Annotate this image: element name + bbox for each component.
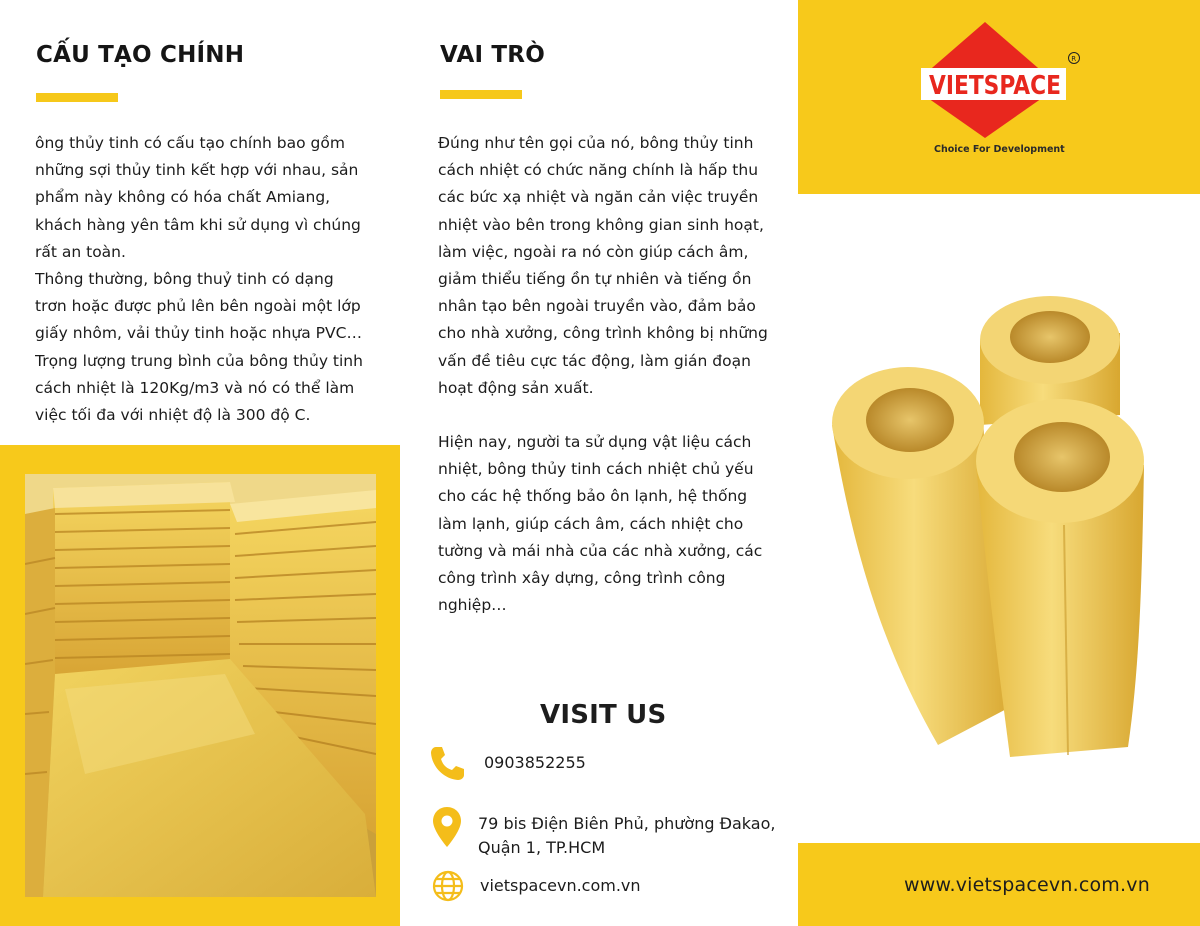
address-line-1: 79 bis Điện Biên Phủ, phường Đakao, [478, 814, 776, 833]
svg-text:R: R [1071, 55, 1077, 63]
role-text [438, 130, 768, 619]
structure-text [35, 130, 370, 448]
structure-heading-underline [36, 93, 118, 102]
phone-number[interactable]: 0903852255 [484, 753, 586, 772]
structure-paragraph-2: Thông thường, bông thuỷ tinh có dạng trơn hoặc được phủ lên bên ngoài một lớp giấy nhôm, vải thủy tinh hoặc nhựa PVC… Trọng lượng trung bình của bông thủy tinh cách nhiệt là 120Kg/m3 và nó có thể làm việc tối đa với nhiệt độ là 300 độ C. [35, 270, 363, 425]
website-link[interactable]: vietspacevn.com.vn [480, 876, 641, 895]
role-heading: VAI TRÒ [440, 42, 545, 68]
role-heading-underline [440, 90, 522, 99]
brand-tagline: Choice For Development [934, 144, 1065, 155]
phone-icon [428, 744, 466, 782]
glass-wool-pipes-photo [828, 285, 1150, 765]
svg-text:VIETSPACE: VIETSPACE [929, 71, 1061, 101]
role-paragraph-1: Đúng như tên gọi của nó, bông thủy tinh cách nhiệt có chức năng chính là hấp thu các bức xạ nhiệt và ngăn cản việc truyền nhiệt vào bên trong không gian sinh hoạt, làm việc, ngoài ra nó còn giúp cách âm, giảm thiểu tiếng ồn tự nhiên và tiếng ồn nhân tạo bên ngoài truyền vào, đảm bảo cho nhà xưởng, công trình không bị những vấn đề tiêu cực tác động, làm gián đoạn hoạt động sản xuất. [438, 134, 768, 397]
globe-icon [432, 870, 464, 902]
visit-us-heading: VISIT US [540, 700, 667, 730]
address [478, 812, 778, 860]
role-paragraph-2: Hiện nay, người ta sử dụng vật liệu cách nhiệt, bông thủy tinh cách nhiệt chủ yếu cho các hệ thống bảo ôn lạnh, hệ thống làm lạnh, giúp cách âm, cách nhiệt cho tường và mái nhà của các nhà xưởng, các công trình xây dựng, công trình công nghiệp… [438, 433, 763, 615]
address-line-2: Quận 1, TP.HCM [478, 838, 606, 857]
structure-heading: CẤU TẠO CHÍNH [36, 42, 245, 68]
footer-website-link[interactable]: www.vietspacevn.com.vn [904, 874, 1150, 896]
vietspace-logo [917, 18, 1087, 158]
glass-wool-boards-photo [25, 474, 376, 897]
location-pin-icon [432, 806, 462, 848]
structure-paragraph-1: ông thủy tinh có cấu tạo chính bao gồm những sợi thủy tinh kết hợp với nhau, sản phẩm này không có hóa chất Amiang, khách hàng yên tâm khi sử dụng vì chúng rất an toàn. [35, 134, 361, 261]
